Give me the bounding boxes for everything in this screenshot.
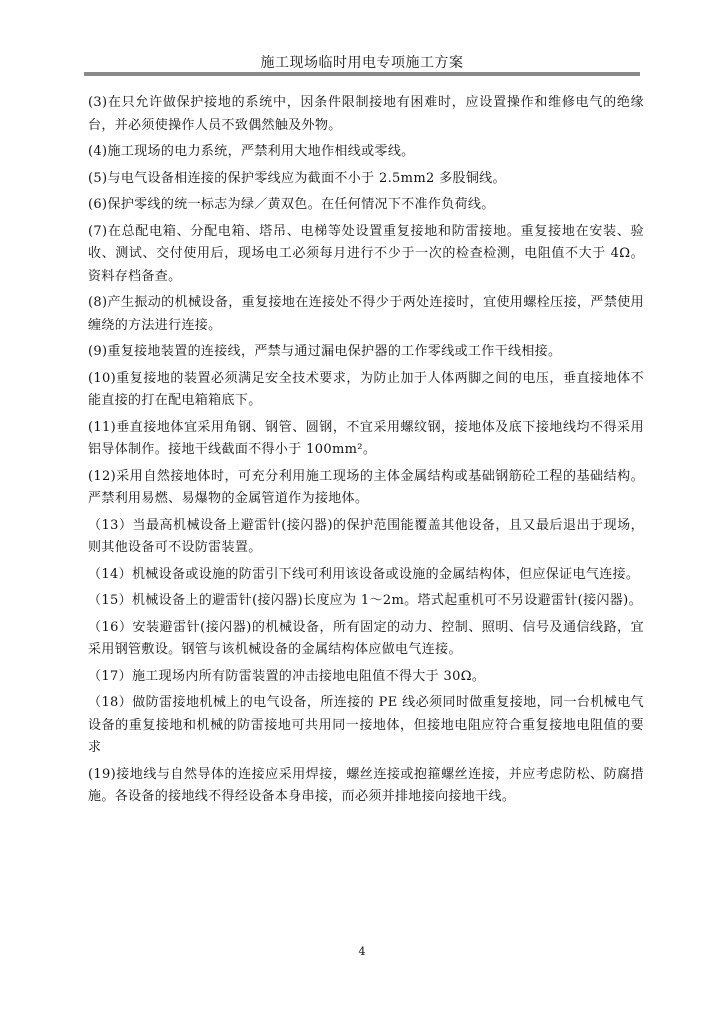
paragraph-14: （14）机械设备或设施的防雷引下线可利用该设备或设施的金属结构体，但应保证电气连接。 <box>88 566 640 582</box>
paragraph-10: (10)重复接地的装置必须满足安全技术要求，为防止加于人体两脚之间的电压，垂直接地体不能直接的打在配电箱箱底下。 <box>88 370 644 408</box>
paragraph-4: (4)施工现场的电力系统，严禁利用大地作相线或零线。 <box>88 144 415 159</box>
paragraph-15: （15）机械设备上的避雷针(接闪器)长度应为 1～2m。塔式起重机可不另设避雷针(接闪器)。 <box>88 593 642 608</box>
paragraph-18: （18）做防雷接地机械上的电气设备，所连接的 PE 线必须同时做重复接地，同一台机械电气设备的重复接地和机械的防雷接地可共用同一接地体，但接地电阻应符合重复接地电阻值的要求 <box>88 695 644 755</box>
paragraph-7: (7)在总配电箱、分配电箱、塔吊、电梯等处设置重复接地和防雷接地。重复接地在安装、验收、测试、交付使用后，现场电工必须每月进行不少于一次的检查检测，电阻值不大于 4Ω。资料存档备查。 <box>88 223 644 284</box>
paragraph-11: (11)垂直接地体宜采用角钢、钢管、圆钢，不宜采用螺纹钢，接地体及底下接地线均不得采用铝导体制作。接地干线截面不得小于 100mm²。 <box>88 419 644 457</box>
document-body <box>88 92 644 813</box>
paragraph-13: （13）当最高机械设备上避雷针(接闪器)的保护范围能覆盖其他设备，且又最后退出于现场，则其他设备可不设防雷装置。 <box>88 517 644 555</box>
page-number: 4 <box>358 945 366 958</box>
page-header <box>84 52 640 74</box>
paragraph-17: （17）施工现场内所有防雷装置的冲击接地电阻值不得大于 30Ω。 <box>88 668 486 684</box>
header-rule <box>84 72 640 76</box>
paragraph-9: (9)重复接地装置的连接线，严禁与通过漏电保护器的工作零线或工作干线相接。 <box>88 344 562 359</box>
paragraph-6: (6)保护零线的统一标志为绿／黄双色。在任何情况下不准作负荷线。 <box>88 197 495 212</box>
paragraph-19: (19)接地线与自然导体的连接应采用焊接，螺丝连接或抱箍螺丝连接，并应考虑防松、防腐措施。各设备的接地线不得经设备本身串接，而必须并排地接向接地干线。 <box>88 766 644 804</box>
paragraph-3: (3)在只允许做保护接地的系统中，因条件限制接地有困难时，应设置操作和维修电气的绝缘台，并必须使操作人员不致偶然触及外物。 <box>88 95 644 133</box>
paragraph-16: （16）安装避雷针(接闪器)的机械设备，所有固定的动力、控制、照明、信号及通信线路，宜采用钢管敷设。钢管与该机械设备的金属结构体应做电气连接。 <box>88 619 644 657</box>
paragraph-8: (8)产生振动的机械设备，重复接地在连接处不得少于两处连接时，宜使用螺栓压接，严禁使用缠绕的方法进行连接。 <box>88 295 644 333</box>
paragraph-12: (12)采用自然接地体时，可充分利用施工现场的主体金属结构或基础钢筋砼工程的基础结构。严禁利用易燃、易爆物的金属管道作为接地体。 <box>88 468 644 506</box>
paragraph-5: (5)与电气设备相连接的保护零线应为截面不小于 2.5mm2 多股铜线。 <box>88 170 506 186</box>
header-title: 施工现场临时用电专项施工方案 <box>260 55 464 71</box>
